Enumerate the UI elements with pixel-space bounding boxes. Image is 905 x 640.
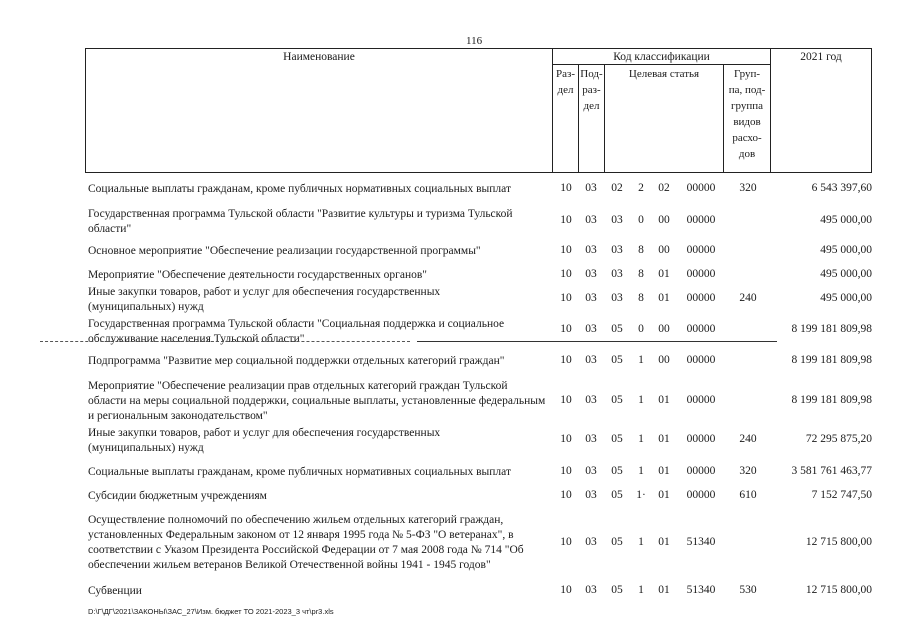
page-number: 116	[466, 35, 483, 47]
file-path-footer: D:\Г\ДГ\2021\ЗАКОНЫ\ЗАС_27\Изм. бюджет ТО 2021-2023_3 чт\pr3.xls	[88, 607, 334, 616]
scan-artifact-line	[40, 341, 410, 342]
header-razdel: Раз- дел	[555, 68, 575, 96]
header-name: Наименование	[283, 51, 355, 63]
scan-artifact-line-2	[417, 341, 777, 342]
row-name: Социальные выплаты гражданам, кроме публичных нормативных социальных выплат	[88, 183, 511, 195]
header-classification: Код классификации	[613, 51, 710, 63]
header-year: 2021 год	[800, 51, 842, 63]
header-podrazdel: Под- раз- дел	[580, 68, 603, 112]
header-target: Целевая статья	[628, 68, 700, 80]
header-group: Груп- па, под- группа видов расхо- дов	[728, 68, 766, 160]
